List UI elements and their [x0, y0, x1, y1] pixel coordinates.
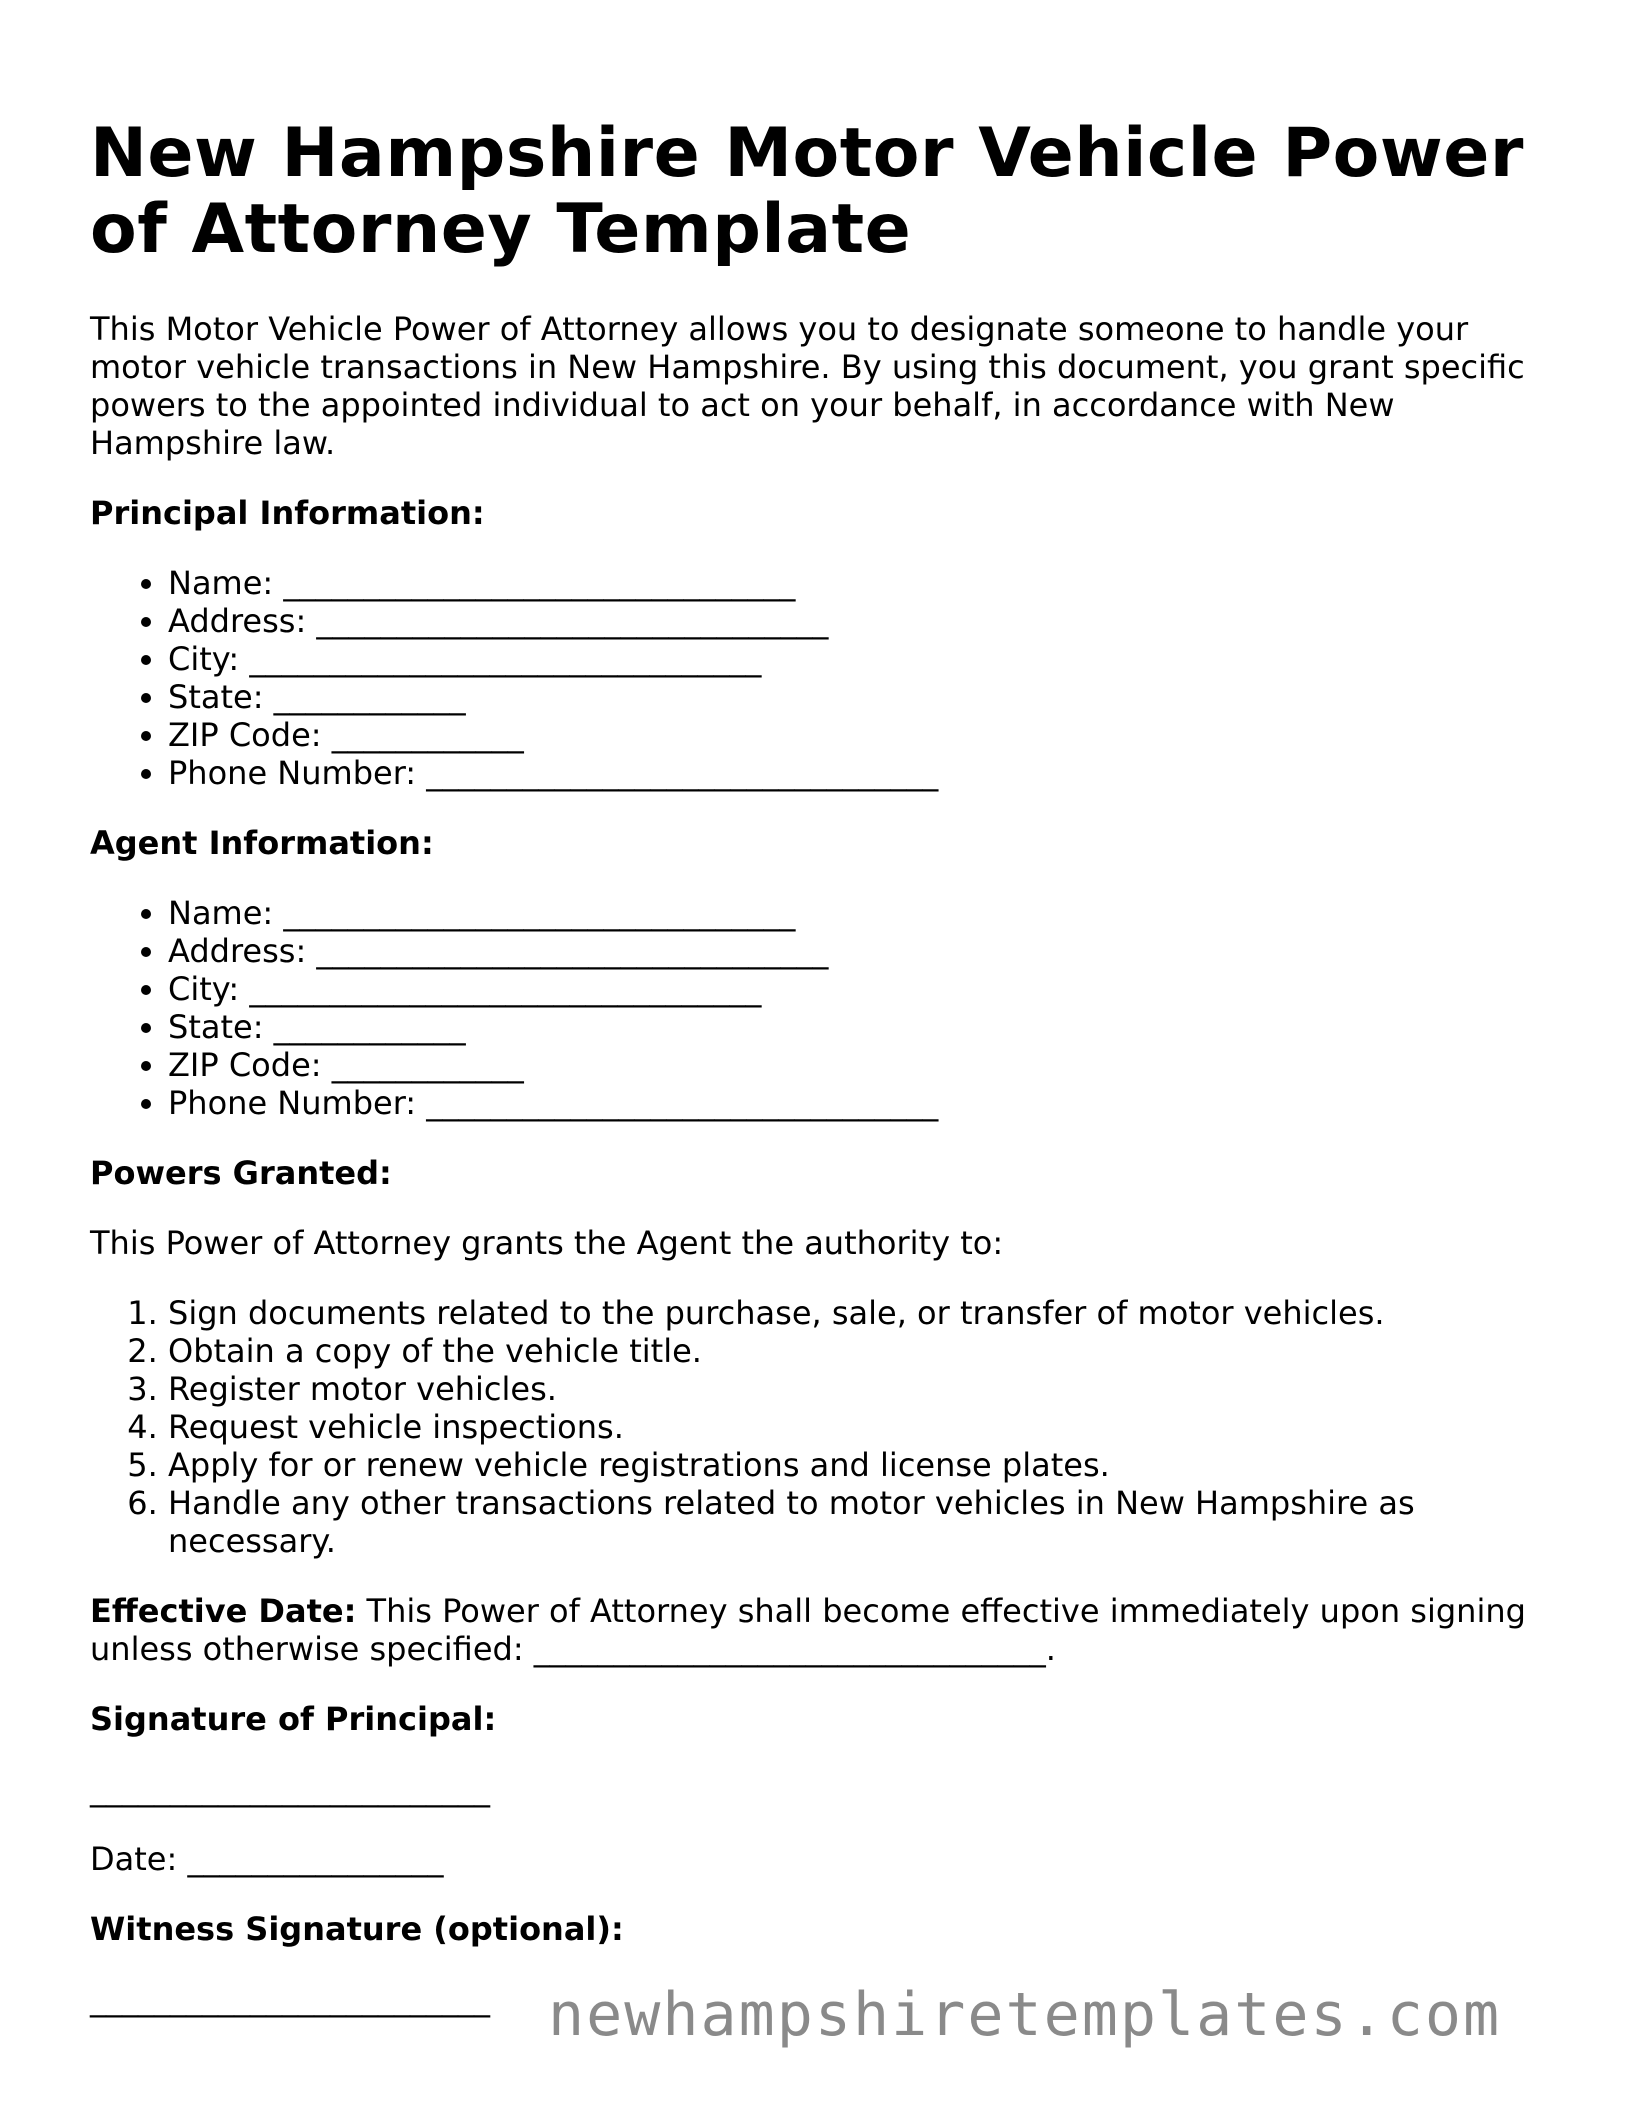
agent-heading: Agent Information: [90, 824, 434, 862]
fill-blank[interactable]: ________________________________ [316, 602, 829, 640]
power-item: 1. Sign documents related to the purchase, sale, or transfer of motor vehicles. [168, 1294, 1560, 1332]
fill-blank[interactable]: ____________ [273, 678, 466, 716]
principal-city-field: • City: ________________________________ [168, 640, 1560, 678]
principal-heading: Principal Information: [90, 494, 485, 532]
principal-signature-line[interactable]: _________________________ [90, 1770, 490, 1808]
powers-list [90, 1294, 1560, 1560]
agent-state-field: • State: ____________ [168, 1008, 1560, 1046]
principal-phone-field: • Phone Number: ________________________________ [168, 754, 1560, 792]
fill-blank[interactable]: ____________ [331, 716, 524, 754]
witness-heading: Witness Signature (optional): [90, 1910, 624, 1948]
powers-lead: This Power of Attorney grants the Agent the authority to: [90, 1224, 1004, 1262]
date-blank[interactable]: ________________ [187, 1840, 444, 1878]
fill-blank[interactable]: ____________ [331, 1046, 524, 1084]
agent-fields [90, 894, 1560, 1122]
principal-state-field: • State: ____________ [168, 678, 1560, 716]
power-item: 5. Apply for or renew vehicle registrations and license plates. [168, 1446, 1560, 1484]
principal-fields [90, 564, 1560, 792]
principal-date-field: Date: ________________ [90, 1840, 444, 1878]
effective-date-label: Effective Date: [90, 1592, 357, 1630]
watermark: newhampshiretemplates.com [548, 1980, 1502, 2050]
effective-date-paragraph: Effective Date: This Power of Attorney shall become effective immediately upon signing unless otherwise specified: ________________________________. [90, 1592, 1526, 1668]
agent-city-field: • City: ________________________________ [168, 970, 1560, 1008]
fill-blank[interactable]: ________________________________ [249, 970, 762, 1008]
fill-blank[interactable]: ________________________________ [426, 1084, 939, 1122]
effective-date-blank[interactable]: ________________________________ [533, 1630, 1046, 1668]
intro-paragraph: This Motor Vehicle Power of Attorney allows you to designate someone to handle your motor vehicle transactions in New Hampshire. By using this document, you grant specific powers to the appointed individual to act on your behalf, in accordance with New Hampshire law. [90, 310, 1525, 462]
agent-phone-field: • Phone Number: ________________________________ [168, 1084, 1560, 1122]
power-item: 3. Register motor vehicles. [168, 1370, 1560, 1408]
power-item: 2. Obtain a copy of the vehicle title. [168, 1332, 1560, 1370]
fill-blank[interactable]: ____________ [273, 1008, 466, 1046]
powers-heading: Powers Granted: [90, 1154, 392, 1192]
fill-blank[interactable]: ________________________________ [426, 754, 939, 792]
power-item: 4. Request vehicle inspections. [168, 1408, 1560, 1446]
agent-name-field: • Name: ________________________________ [168, 894, 1560, 932]
agent-zip-field: • ZIP Code: ____________ [168, 1046, 1560, 1084]
fill-blank[interactable]: ________________________________ [283, 894, 796, 932]
witness-signature-line[interactable]: _________________________ [90, 1980, 490, 2018]
fill-blank[interactable]: ________________________________ [283, 564, 796, 602]
principal-address-field: • Address: ________________________________ [168, 602, 1560, 640]
principal-signature-heading: Signature of Principal: [90, 1700, 497, 1738]
principal-zip-field: • ZIP Code: ____________ [168, 716, 1560, 754]
power-item: 6. Handle any other transactions related to motor vehicles in New Hampshire as necessary. [168, 1484, 1560, 1560]
agent-address-field: • Address: ________________________________ [168, 932, 1560, 970]
page-title: New Hampshire Motor Vehicle Power of Attorney Template [90, 114, 1524, 269]
document [90, 0, 1560, 2018]
fill-blank[interactable]: ________________________________ [316, 932, 829, 970]
fill-blank[interactable]: ________________________________ [249, 640, 762, 678]
principal-name-field: • Name: ________________________________ [168, 564, 1560, 602]
